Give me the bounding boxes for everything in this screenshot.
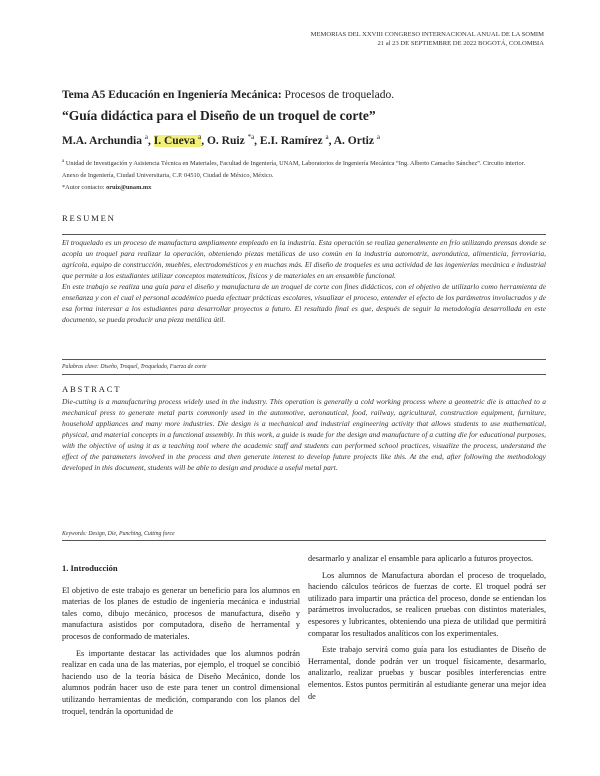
- author-highlighted: I. Cueva $^a$,: [153, 133, 207, 147]
- abstract-heading: ABSTRACT: [62, 384, 122, 394]
- theme-line: [62, 89, 394, 101]
- affiliation: [62, 156, 542, 193]
- contact-email[interactable]: oruiz@unam.mx: [106, 183, 152, 191]
- contact-author: *Autor contacto: oruiz@unam.mx: [62, 183, 152, 191]
- author: E.I. Ramírez $^a$,: [259, 133, 334, 147]
- body-paragraph: Este trabajo servirá como guía para los estudiantes de Diseño de Herramental, donde podrán ver un troquel físicamente, desarmarlo, analizarlo, realizar pruebas y buscar posibles interferencias entre elementos. Estos puntos permitirán al estudiante generar una mejor idea de: [308, 645, 546, 701]
- resumen-heading: RESUMEN: [62, 213, 116, 223]
- paper-title: “Guía didáctica para el Diseño de un troquel de corte”: [62, 108, 376, 123]
- theme-label: Tema A5 Educación en Ingeniería Mecánica:: [62, 89, 282, 101]
- body-paragraph: El objetivo de este trabajo es generar un beneficio para los alumnos en materias de los planes de estudio de ingeniería mecánica e industrial tales como, dibujo mecánico, procesos de manufactura, diseño y manufactura asistidos por computadora, diseño de herramental y procesos de conformado de materiales.: [62, 585, 300, 641]
- abstract-keywords: Keywords: Design, Die, Punching, Cutting force: [62, 531, 175, 537]
- header-line-1: MEMORIAS DEL XXVIII CONGRESO INTERNACIONAL ANUAL DE LA SOMIM: [310, 31, 544, 38]
- affiliation-text: $^a$ Unidad de Investigación y Asistencia Técnica en Materiales, Facultad de Ingeniería, UNAM, Laboratorios de Ingeniería Mecánica “Ing. Alberto Camacho Sánchez”. Circuito interior. Anexo de Ingeniería, Ciudad Universitaria, C.P. 04510, Ciudad de México, México.: [62, 159, 526, 179]
- resumen-body: [62, 237, 546, 325]
- right-column: [308, 553, 546, 702]
- section-heading-introduccion: 1. Introducción: [62, 563, 118, 573]
- resumen-paragraph-2: En este trabajo se realiza una guía para el diseño y manufactura de un troquel de corte con fines didácticos, con el objetivo de utilizarlo como herramienta de enseñanza y con el cual el personal académico pueda efectuar prácticas escolares, visualizar el proceso, entender el efecto de los parámetros involucrados y de esa forma interesar a los estudiantes para desarrollar proyectos a futuro. El resultado final es que, después de seguir la metodología desarrollada en este documento, se pueda producir una pieza metálica útil.: [62, 282, 546, 324]
- body-paragraph: Los alumnos de Manufactura abordan el proceso de troquelado, haciendo cálculos teóricos de fuerzas de corte. El troquel podrá ser utilizado para impartir una práctica del proceso, donde se entiendan los parámetros involucrados, se realicen pruebas con distintos materiales, espesores y lubricantes, obteniendo una pieza de utilidad que permitirá comparar los resultados analíticos con los experimentales.: [308, 570, 546, 638]
- author: O. Ruiz $^{*a}$,: [206, 133, 260, 147]
- body-paragraph: Es importante destacar las actividades que los alumnos podrán realizar en cada una de las materias, por ejemplo, el troquel se concibió haciendo uso de la teoría básica de Diseño Mecánico, donde los alumnos podrán hacer uso de este para tener un control dimensional utilizando herramientas de medición, comparando con los planos del troquel, tendrán la oportunidad de: [62, 648, 300, 716]
- divider: [62, 234, 546, 235]
- divider: [62, 540, 546, 541]
- abstract-body: Die-cutting is a manufacturing process widely used in the industry. This operation is generally a cold working process where a geometric die is attached to a mechanical press to generate metal parts commonly used in the automotive, aeronautical, food, railway, agricultural, construction equipment, furniture, household appliances and many more industries. Die design is a mechanical and industrial engineering activity that allows students to use mathematical, physical, and material concepts in a functional assembly. In this work, a guide is made for the design and manufacture of a cutting die for educational purposes, with the objective of using it as a teaching tool where the academic staff and students can performed school practices, visualize the process, understand the effect of the parameters involved in the process and then generate interest to develop future projects like this. At the end, after following the methodology developed in this document, students will be able to design and produce a useful metal part.: [62, 397, 546, 472]
- header-line-2: 21 al 23 DE SEPTIEMBRE DE 2022 BOGOTÁ, COLOMBIA: [377, 40, 544, 47]
- author: M.A. Archundia $^a$,: [62, 133, 154, 147]
- resumen-keywords: Palabras clave: Diseño, Troquel, Troquelado, Fuerza de corte: [62, 364, 207, 370]
- running-header: [311, 30, 544, 48]
- divider: [62, 374, 546, 375]
- left-column: [62, 563, 300, 717]
- divider: [62, 359, 546, 360]
- author: A. Ortiz $^a$: [333, 133, 380, 147]
- body-paragraph: desarmarlo y analizar el ensamble para aplicarlo a futuros proyectos.: [308, 554, 534, 563]
- author-list: [62, 133, 380, 147]
- theme-topic: Procesos de troquelado.: [284, 89, 395, 101]
- resumen-paragraph-1: El troquelado es un proceso de manufactura ampliamente empleado en la industria. Esta operación se realiza generalmente en frío utilizando prensas donde se acopla un troquel para realizar la operación, obteniendo piezas metálicas de uso común en la industria automotriz, aeronáutica, alimenticia, ferroviaria, agrícola, equipo de construcción, muebles, electrodomésticos y en muchas más. El diseño de troqueles es una actividad de las ingenierías mecánica e industrial que permite a los estudiantes utilizar conceptos matemáticos, físicos y de materiales en un ensamble funcional.: [62, 238, 546, 280]
